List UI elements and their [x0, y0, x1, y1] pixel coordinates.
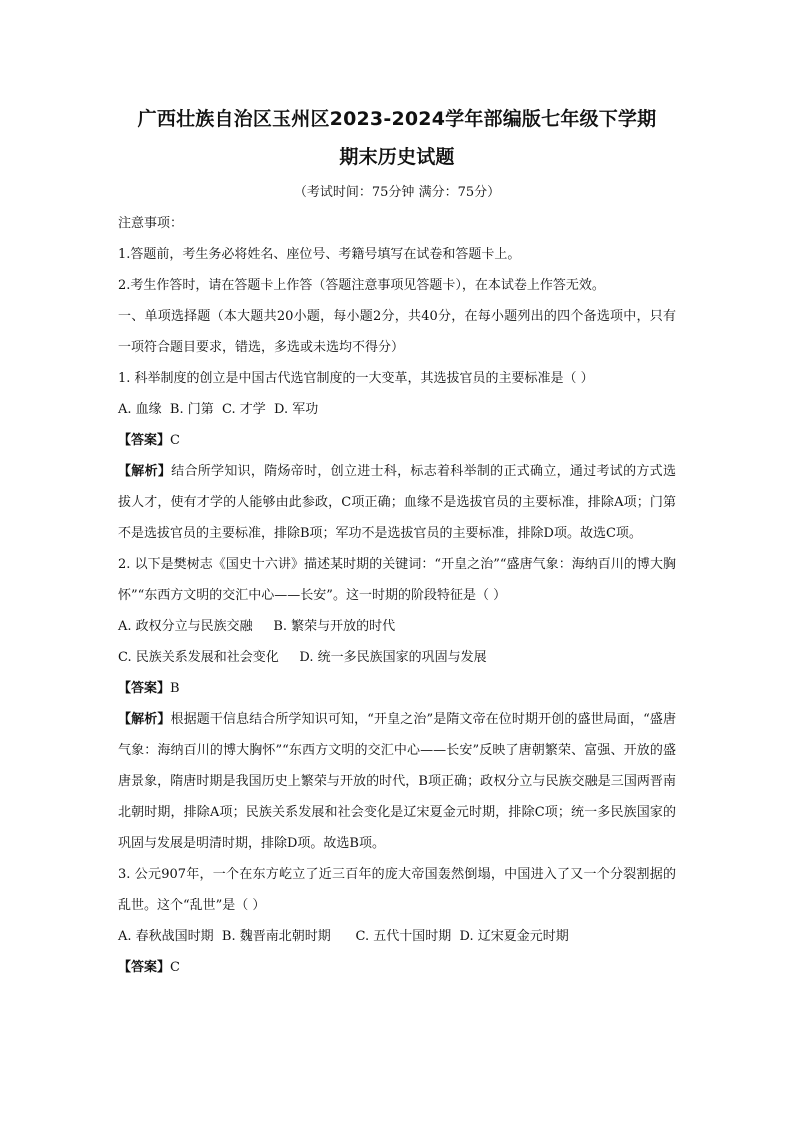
- question-stem: 3. 公元907年，一个在东方屹立了近三百年的庞大帝国轰然倒塌，中国进入了又一个分裂割据的乱世。这个“乱世”是（ ）: [118, 867, 676, 913]
- answer-line: [118, 425, 676, 456]
- answer-value: C: [170, 960, 180, 975]
- answer-value: C: [170, 433, 180, 448]
- analysis-paragraph: [118, 704, 676, 859]
- answer-tag: 【答案】: [118, 433, 171, 448]
- section-heading: 一、单项选择题（本大题共20小题，每小题2分，共40分，在每小题列出的四个备选项中，只有一项符合题目要求，错选，多选或未选均不得分）: [118, 309, 676, 355]
- question-block: [118, 859, 676, 983]
- question-block: [118, 549, 676, 859]
- analysis-text: 根据题干信息结合所学知识可知，“开皇之治”是隋文帝在位时期开创的盛世局面，“盛唐气象：海纳百川的博大胸怀”“东西方文明的交汇中心——长安”反映了唐朝繁荣、富强、开放的盛唐景象，隋唐时期是我国历史上繁荣与开放的时代，B项正确；政权分立与民族交融是三国两晋南北朝时期，排除A项；民族关系发展和社会变化是辽宋夏金元时期，排除C项；统一多民族国家的巩固与发展是明清时期，排除D项。故选B项。: [118, 712, 676, 851]
- answer-value: B: [170, 681, 180, 696]
- answer-tag: 【答案】: [118, 960, 171, 975]
- document-title-line1: 广西壮族自治区玉州区2023-2024学年部编版七年级下学期: [137, 108, 657, 130]
- answer-line: [118, 952, 676, 983]
- analysis-text: 结合所学知识，隋炀帝时，创立进士科，标志着科举制的正式确立，通过考试的方式选拔人才，使有才学的人能够由此参政，C项正确；血缘不是选拔官员的主要标准，排除A项；门第不是选拔官员的主要标准，排除B项；军功不是选拔官员的主要标准，排除D项。故选C项。: [118, 464, 676, 541]
- notice-heading: 注意事项：: [118, 216, 184, 231]
- analysis-paragraph: [118, 456, 676, 549]
- question-block: [118, 363, 676, 549]
- analysis-tag: 【解析】: [118, 712, 171, 727]
- answer-tag: 【答案】: [118, 681, 171, 696]
- analysis-tag: 【解析】: [118, 464, 172, 479]
- notice-item: 1.答题前，考生务必将姓名、座位号、考籍号填写在试卷和答题卡上。: [118, 247, 521, 262]
- question-stem: 1. 科举制度的创立是中国古代选官制度的一大变革，其选拔官员的主要标准是（ ）: [118, 371, 594, 386]
- exam-info: （考试时间：75分钟 满分：75分）: [293, 185, 501, 200]
- question-options: C. 民族关系发展和社会变化 D. 统一多民族国家的巩固与发展: [118, 650, 487, 665]
- notice-item: 2.考生作答时，请在答题卡上作答（答题注意事项见答题卡），在本试卷上作答无效。: [118, 278, 605, 293]
- question-stem: 2. 以下是樊树志《国史十六讲》描述某时期的关键词：“开皇之治”“盛唐气象：海纳百川的博大胸怀”“东西方文明的交汇中心——长安”。这一时期的阶段特征是（ ）: [118, 557, 676, 603]
- document-title-line2: 期末历史试题: [339, 146, 455, 168]
- question-options: A. 政权分立与民族交融 B. 繁荣与开放的时代: [118, 619, 396, 634]
- question-options: A. 血缘 B. 门第 C. 才学 D. 军功: [118, 402, 319, 417]
- question-options: A. 春秋战国时期 B. 魏晋南北朝时期 C. 五代十国时期 D. 辽宋夏金元时期: [118, 929, 569, 944]
- answer-line: [118, 673, 676, 704]
